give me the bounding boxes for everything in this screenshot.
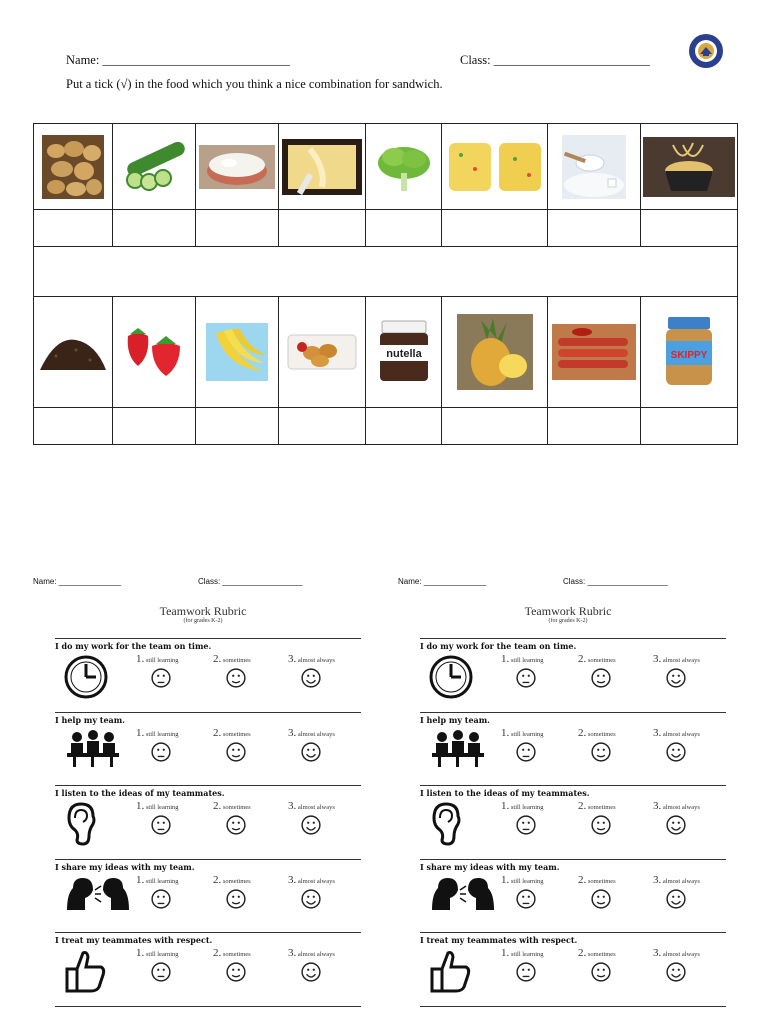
talking-heads-icon [63,876,133,917]
coconut-image [199,145,275,189]
rating-level-label [653,874,700,886]
smile-face-icon[interactable] [591,962,611,987]
nuggets-image [284,329,360,375]
food-cell [442,124,548,210]
rating-level-label [578,800,616,812]
food-cell [548,297,641,408]
rating-level-text: sometimes [587,657,616,664]
rating-level-text: almost always [662,804,700,811]
skippy-label: SKIPPY [670,350,708,361]
food-cell [442,297,548,408]
rating-level-number: 2. [578,947,587,959]
rating-level-number: 1. [136,653,145,665]
rating-level-text: almost always [662,730,700,738]
rating-level-number: 2. [578,726,587,739]
big-smile-face-icon[interactable] [301,962,321,987]
rubric-name-field[interactable]: Name: ______________ [398,577,487,586]
potatoes-image [42,135,104,199]
nutella-image [377,319,431,385]
spacer-row [34,247,738,297]
big-smile-face-icon[interactable] [301,742,321,767]
name-field[interactable]: Name: ______________________________ [66,53,290,67]
rating-level-number: 1. [501,800,510,812]
rating-level-number: 3. [653,800,662,812]
strawberries-image [122,326,186,378]
food-cell [34,297,113,408]
rating-level-text: sometimes [222,657,251,664]
rating-level-number: 3. [653,653,662,665]
rating-level-label [288,727,335,739]
food-cell [113,124,196,210]
talking-heads-icon [428,876,498,917]
rating-level-text: still learning [510,657,544,664]
rating-level-label [653,653,700,665]
rating-level-label [213,653,251,665]
big-smile-face-icon[interactable] [666,815,686,840]
tick-box[interactable] [641,408,738,445]
rating-level-number: 1. [136,726,145,739]
food-cell [279,297,366,408]
rating-level-number: 1. [136,947,145,959]
divider-line [420,638,726,639]
rating-level-number: 1. [501,947,510,959]
rubric-class-field[interactable]: Class: __________________ [198,577,303,586]
rating-level-label [213,947,251,959]
rating-level-text: still learning [145,730,179,738]
divider-line [420,859,726,860]
rating-level-number: 2. [213,873,222,886]
rating-level-text: almost always [662,877,700,885]
rating-level-label [578,947,616,959]
rating-level-text: still learning [145,804,179,811]
chocolate-sprinkles-image [36,326,110,378]
rating-level-text: almost always [297,657,335,664]
rubric-statement: I listen to the ideas of my teammates. [55,788,225,798]
rating-level-text: almost always [297,877,335,885]
rubric-statement: I help my team. [420,714,490,725]
bananas-image [206,323,268,381]
rating-level-text: still learning [145,951,179,958]
rating-level-number: 3. [288,653,297,665]
neutral-face-icon[interactable] [151,815,171,840]
rating-level-label [136,653,179,665]
rating-level-text: still learning [510,951,544,958]
rating-level-label [136,800,179,812]
rating-level-label [136,874,179,886]
salt-image [562,135,626,199]
divider-line [55,932,361,933]
tick-box[interactable] [548,408,641,445]
tick-box[interactable] [196,210,279,247]
omelette-image [445,139,545,195]
instruction-text: Put a tick (√) in the food which you think a nice combination for sandwich. [66,77,443,91]
rating-level-text: almost always [297,804,335,811]
rating-level-text: sometimes [222,951,251,958]
rating-level-number: 3. [288,800,297,812]
rating-level-label [653,947,700,959]
rating-level-text: sometimes [587,730,616,738]
rating-level-label [136,727,179,739]
smile-face-icon[interactable] [226,962,246,987]
rating-level-text: sometimes [587,877,616,885]
smile-face-icon[interactable] [226,668,246,693]
tick-box[interactable] [113,408,196,445]
rubric-statement: I do my work for the team on time. [55,641,212,651]
rating-level-label [213,874,251,886]
rating-level-text: still learning [510,730,544,738]
food-cell [196,297,279,408]
rating-level-label [653,800,700,812]
rubric-statement: I share my ideas with my team. [420,861,560,872]
rating-level-number: 3. [653,873,662,886]
big-smile-face-icon[interactable] [666,962,686,987]
smile-face-icon[interactable] [591,668,611,693]
divider-line [420,785,726,786]
rating-level-number: 3. [288,726,297,739]
rating-level-text: still learning [145,657,179,664]
big-smile-face-icon[interactable] [301,815,321,840]
butter-image [282,139,362,195]
rating-level-label [578,874,616,886]
rubric-statement: I treat my teammates with respect. [55,935,213,945]
rating-level-text: almost always [662,951,700,958]
rating-level-label [501,947,544,959]
divider-line [55,1006,361,1007]
big-smile-face-icon[interactable] [666,668,686,693]
tick-box[interactable] [641,210,738,247]
neutral-face-icon[interactable] [151,962,171,987]
divider-line [55,638,361,639]
rating-level-text: still learning [510,804,544,811]
team-icon [428,729,488,774]
rubric-statement: I treat my teammates with respect. [420,935,578,945]
rating-level-text: almost always [297,951,335,958]
clock-icon [428,655,474,704]
rating-level-number: 3. [288,947,297,959]
neutral-face-icon[interactable] [516,815,536,840]
rubric-title: Teamwork Rubric [524,604,612,618]
food-cell [279,124,366,210]
food-cell [34,124,113,210]
clock-icon [63,655,109,704]
rating-level-text: sometimes [222,877,251,885]
rating-level-number: 2. [578,653,587,665]
food-cell [641,124,738,210]
smile-face-icon[interactable] [226,889,246,914]
rubric-statement: I listen to the ideas of my teammates. [420,788,590,798]
divider-line [55,859,361,860]
rating-level-label [136,947,179,959]
big-smile-face-icon[interactable] [666,742,686,767]
tick-box[interactable] [442,408,548,445]
neutral-face-icon[interactable] [516,668,536,693]
food-table [33,123,738,445]
food-cell [366,124,442,210]
rating-level-text: almost always [662,657,700,664]
smile-face-icon[interactable] [591,815,611,840]
rubric-statement: I do my work for the team on time. [420,641,577,651]
school-logo [688,33,724,69]
rating-level-text: sometimes [587,804,616,811]
rating-level-text: still learning [145,877,179,885]
rating-level-label [288,653,335,665]
rating-level-number: 1. [501,873,510,886]
class-field[interactable]: Class: _________________________ [460,53,650,67]
food-cell [113,297,196,408]
rating-level-label [288,800,335,812]
food-cell [366,297,442,408]
rubric-subtitle: (for grades K-2) [548,618,588,624]
teamwork-rubric-left [33,570,373,1020]
rating-level-number: 3. [653,726,662,739]
tick-box[interactable] [279,210,366,247]
team-icon [63,729,123,774]
rating-level-label [578,653,616,665]
smile-face-icon[interactable] [591,889,611,914]
divider-line [55,785,361,786]
tick-box[interactable] [442,210,548,247]
food-cell [641,297,738,408]
food-cell [196,124,279,210]
big-smile-face-icon[interactable] [666,889,686,914]
rubric-statement: I help my team. [55,714,125,725]
tick-box[interactable] [548,210,641,247]
rating-level-number: 1. [136,800,145,812]
rating-level-number: 3. [653,947,662,959]
thumbs-up-icon [428,949,472,998]
rating-level-number: 2. [213,726,222,739]
tick-box[interactable] [113,210,196,247]
peanut-butter-image [662,315,716,389]
tick-box[interactable] [366,210,442,247]
rating-level-label [501,874,544,886]
rating-level-label [213,800,251,812]
rating-level-label [501,800,544,812]
rating-level-number: 3. [288,873,297,886]
rubric-title: Teamwork Rubric [159,604,247,618]
neutral-face-icon[interactable] [151,668,171,693]
divider-line [420,932,726,933]
neutral-face-icon[interactable] [151,889,171,914]
neutral-face-icon[interactable] [151,742,171,767]
divider-line [55,712,361,713]
rating-level-text: still learning [510,877,544,885]
rating-level-number: 2. [213,653,222,665]
teamwork-rubric-right [398,570,738,1020]
rating-level-number: 1. [501,653,510,665]
rating-level-label [288,874,335,886]
rating-level-text: almost always [297,730,335,738]
rubric-statement: I share my ideas with my team. [55,861,195,872]
rating-level-text: sometimes [222,804,251,811]
tick-box[interactable] [366,408,442,445]
rating-level-number: 2. [213,947,222,959]
rating-level-label [501,653,544,665]
neutral-face-icon[interactable] [516,962,536,987]
neutral-face-icon[interactable] [516,889,536,914]
smile-face-icon[interactable] [226,815,246,840]
tick-box[interactable] [196,408,279,445]
rubric-subtitle: (for grades K-2) [183,618,223,624]
smile-face-icon[interactable] [226,742,246,767]
rubric-class-field[interactable]: Class: __________________ [563,577,668,586]
thumbs-up-icon [63,949,107,998]
rating-level-number: 1. [501,726,510,739]
rating-level-label [288,947,335,959]
tick-box[interactable] [34,210,113,247]
ear-icon [428,802,468,851]
rubric-name-field[interactable]: Name: ______________ [33,577,122,586]
sausages-image [552,324,636,380]
food-cell [548,124,641,210]
rating-level-number: 2. [213,800,222,812]
rating-level-text: sometimes [222,730,251,738]
ear-icon [63,802,103,851]
tick-box[interactable] [34,408,113,445]
neutral-face-icon[interactable] [516,742,536,767]
divider-line [420,712,726,713]
rating-level-number: 1. [136,873,145,886]
tick-box[interactable] [279,408,366,445]
pineapple-image [457,314,533,390]
rating-level-number: 2. [578,800,587,812]
big-smile-face-icon[interactable] [301,668,321,693]
rating-level-label [501,727,544,739]
nutella-label: nutella [385,348,422,360]
big-smile-face-icon[interactable] [301,889,321,914]
noodles-image [643,137,735,197]
lettuce-image [374,141,434,193]
rating-level-label [578,727,616,739]
divider-line [420,1006,726,1007]
rating-level-label [653,727,700,739]
smile-face-icon[interactable] [591,742,611,767]
rating-level-number: 2. [578,873,587,886]
rating-level-text: sometimes [587,951,616,958]
rating-level-label [213,727,251,739]
cucumber-image [119,142,189,192]
